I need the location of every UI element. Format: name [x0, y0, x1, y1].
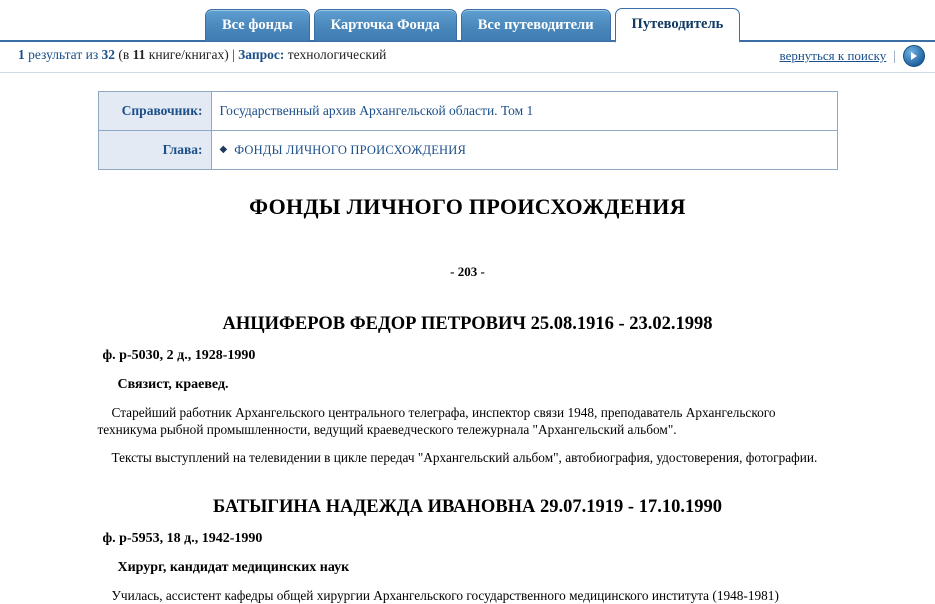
tab-list — [205, 8, 740, 41]
chapter-row — [98, 131, 837, 170]
query-label: Запрос: — [238, 47, 284, 62]
entry-role: Связист, краевед. — [118, 377, 838, 393]
entry-heading: АНЦИФЕРОВ ФЕДОР ПЕТРОВИЧ 25.08.1916 - 23.02.1998 — [98, 314, 838, 335]
result-total: 32 — [102, 47, 116, 62]
document-body — [98, 170, 838, 604]
tab-bar — [0, 0, 935, 42]
entry-role: Хирург, кандидат медицинских наук — [118, 560, 838, 576]
entry-heading: БАТЫГИНА НАДЕЖДА ИВАНОВНА 29.07.1919 - 17.10.1990 — [98, 497, 838, 518]
tab-all-fonds[interactable]: Все фонды — [205, 9, 310, 41]
entry-fond-info: ф. р-5030, 2 д., 1928-1990 — [103, 348, 838, 364]
result-count: 1 — [18, 47, 25, 62]
pipe-divider: | — [893, 48, 896, 64]
diamond-bullet-icon: ◆ — [220, 144, 228, 155]
chapter-link[interactable]: ФОНДЫ ЛИЧНОГО ПРОИСХОЖДЕНИЯ — [234, 143, 466, 157]
result-info-bar — [0, 42, 935, 73]
page-number: - 203 - — [98, 264, 838, 280]
guide-header-table — [98, 91, 838, 170]
books-word: книге/книгах) — [149, 47, 229, 62]
entry-fond-info: ф. р-5953, 18 д., 1942-1990 — [103, 531, 838, 547]
books-count: 11 — [133, 47, 146, 62]
tab-guide[interactable]: Путеводитель — [615, 8, 741, 43]
guide-value: Государственный архив Архангельской области. Том 1 — [211, 92, 837, 131]
arrow-right-icon[interactable] — [903, 45, 925, 67]
tab-fond-card[interactable]: Карточка Фонда — [314, 9, 457, 41]
query-value: технологический — [288, 47, 387, 62]
guide-row — [98, 92, 837, 131]
guide-label: Справочник: — [98, 92, 211, 131]
tab-all-guides[interactable]: Все путеводители — [461, 9, 611, 41]
entry-paragraph: Училась, ассистент кафедры общей хирургии Архангельского государственного медицинского института (1948-1981) — [98, 588, 838, 604]
info-separator: | — [232, 47, 235, 62]
books-prefix: (в — [118, 47, 129, 62]
entry-paragraph: Тексты выступлений на телевидении в цикле передач "Архангельский альбом", автобиография, удостоверения, фотографии. — [98, 450, 838, 467]
chapter-label: Глава: — [98, 131, 211, 170]
nav-controls — [780, 45, 925, 67]
chapter-value-cell — [211, 131, 837, 170]
result-summary — [18, 47, 386, 63]
document-title: ФОНДЫ ЛИЧНОГО ПРОИСХОЖДЕНИЯ — [98, 194, 838, 220]
back-to-search-link[interactable]: вернуться к поиску — [780, 48, 887, 64]
entry-paragraph: Старейший работник Архангельского центрального телеграфа, инспектор связи 1948, преподаватель Архангельского техникума рыбной промышленности, ведущий краеведческого тележурнала "Архангельский альбом". — [98, 405, 838, 438]
result-word: результат из — [28, 47, 98, 62]
